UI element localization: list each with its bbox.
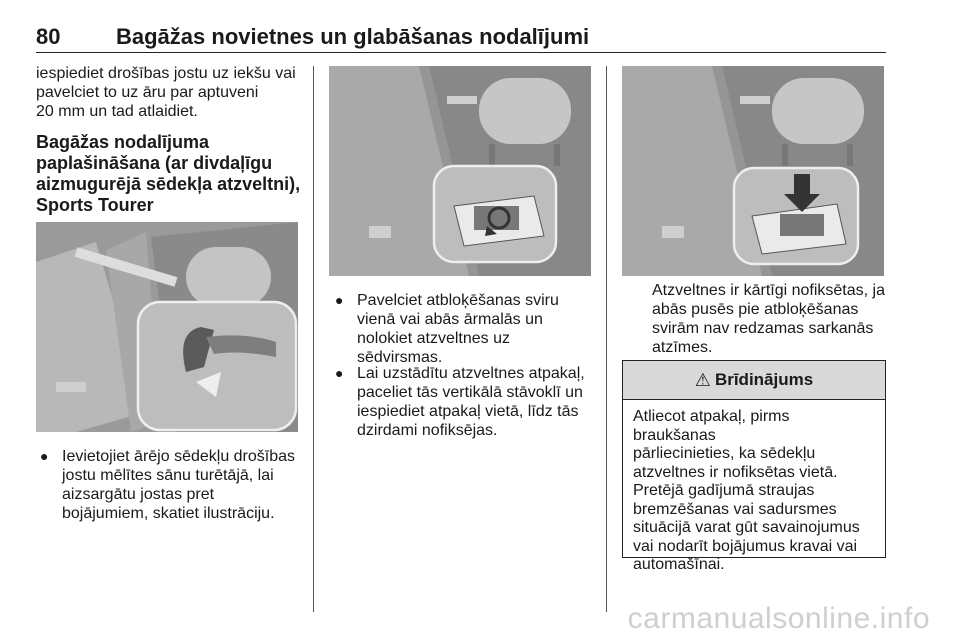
para-line: Atzveltnes ir kārtīgi nofiksētas, ja [652, 282, 885, 299]
warning-line: vai nodarīt bojājumus kravai vai [633, 537, 858, 555]
heading-line: Sports Tourer [36, 195, 154, 215]
para-line: abās pusēs pie atbloķēšanas [652, 301, 859, 318]
bullet-line: Ievietojiet ārējo sēdekļu drošības [62, 448, 296, 465]
bullet-item [40, 447, 305, 527]
warning-triangle-icon: ⚠ [694, 369, 711, 390]
warning-box [622, 360, 886, 573]
intro-line: iespiediet drošības jostu uz iekšu vai [36, 65, 296, 82]
warning-line: Atliecot atpakaļ, pirms braukšanas [633, 408, 790, 444]
warning-header [623, 361, 885, 400]
warning-body [623, 400, 885, 583]
bullet-line: paceliet tās vertikālā stāvoklī un [357, 384, 583, 401]
column-divider-2 [606, 66, 607, 612]
warning-line: atzveltnes ir nofiksētas vietā. [633, 463, 838, 481]
bullet-dot: ● [335, 292, 344, 308]
intro-line: 20 mm un tad atlaidiet. [36, 103, 198, 120]
bullet-line: Lai uzstādītu atzveltnes atpakaļ, [357, 365, 585, 382]
bullet-line: bojājumiem, skatiet ilustrāciju. [62, 505, 275, 522]
bullet-line: nolokiet atzveltnes uz [357, 330, 510, 347]
para-line: atzīmes. [652, 339, 713, 356]
bullet-line: vienā vai abās ārmalās un [357, 311, 543, 328]
page-number: 80 [36, 24, 61, 49]
para-line: svirām nav redzamas sarkanās [652, 320, 874, 337]
section-heading [36, 132, 306, 216]
warning-line: pārliecinieties, ka sēdekļu [633, 445, 816, 462]
intro-line: pavelciet to uz āru par aptuveni [36, 84, 259, 101]
bullet-dot: ● [40, 448, 49, 464]
bullet-line: aizsargātu jostas pret [62, 486, 215, 503]
lock-check-paragraph [652, 281, 892, 357]
warning-line: automašīnai. [633, 556, 725, 573]
bullet-item [335, 364, 600, 444]
page-title: Bagāžas novietnes un glabāšanas nodalījumi [116, 24, 590, 49]
column-divider-1 [313, 66, 314, 612]
heading-line: Bagāžas nodalījuma [36, 132, 210, 152]
warning-line: situācijā varat gūt savainojumus [633, 519, 860, 536]
warning-line: Pretējā gadījumā straujas [633, 482, 815, 499]
bullet-dot: ● [335, 365, 344, 381]
warning-line: bremzēšanas vai sadursmes [633, 500, 837, 518]
bullet-line: dzirdami nofiksējas. [357, 422, 498, 439]
warning-title: Brīdinājums [714, 370, 814, 389]
locked-seatback-illustration [622, 66, 884, 276]
bullet-item [335, 291, 600, 371]
page-header [36, 22, 886, 53]
bullet-line: sēdvirsmas. [357, 349, 443, 366]
bullet-line: iespiediet atpakaļ vietā, līdz tās [357, 403, 579, 420]
heading-line: aizmugurējā sēdekļa atzveltni), [36, 174, 301, 194]
release-lever-illustration [329, 66, 591, 276]
intro-paragraph [36, 64, 306, 121]
seatbelt-holder-illustration [36, 222, 298, 432]
watermark: carmanualsonline.info [627, 602, 930, 635]
bullet-line: jostu mēlītes sānu turētājā, lai [62, 467, 274, 484]
bullet-line: Pavelciet atbloķēšanas sviru [357, 292, 559, 309]
heading-line: paplašināšana (ar divdaļīgu [36, 153, 273, 173]
